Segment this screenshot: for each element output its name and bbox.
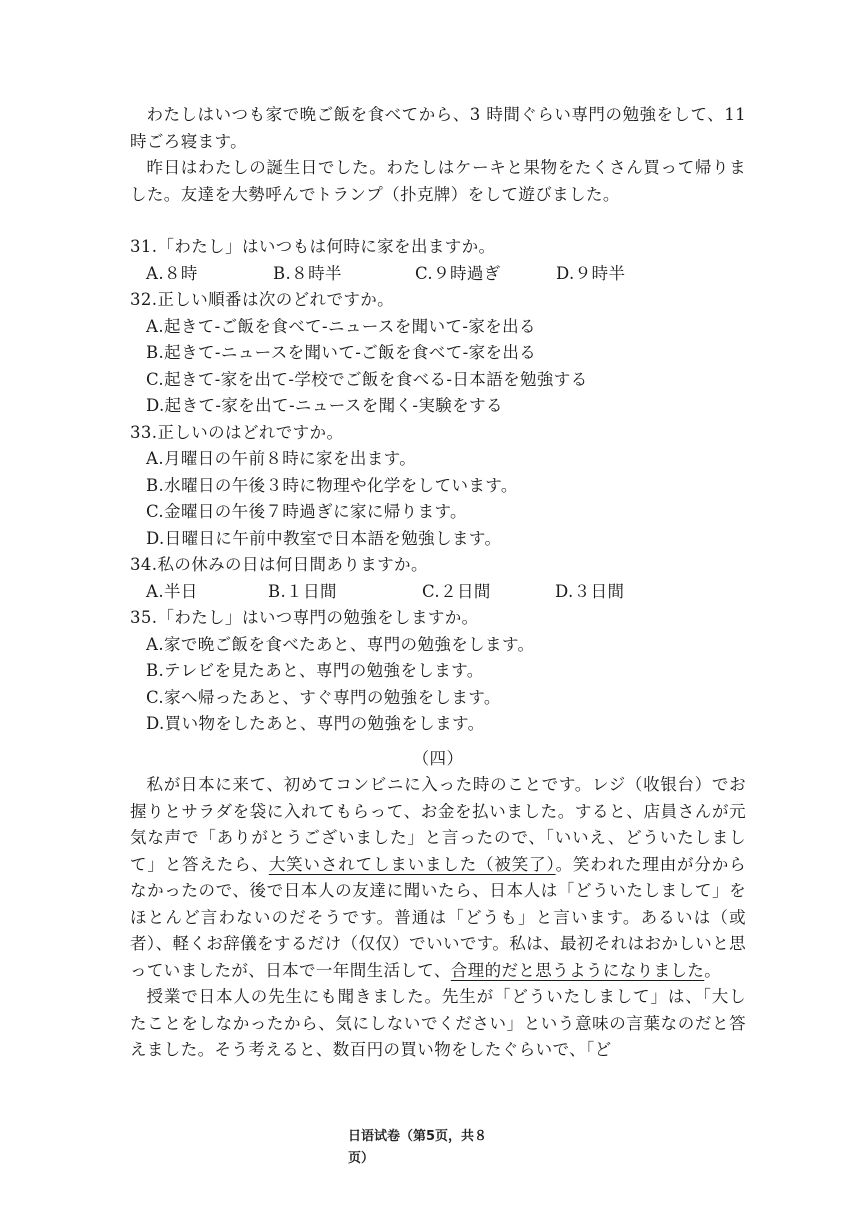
option-a[interactable]: A.家で晩ご飯を食べたあと、専門の勉強をします。 <box>146 634 535 654</box>
option-d[interactable]: D.買い物をしたあと、専門の勉強をします。 <box>146 714 485 733</box>
option-d[interactable]: D.日曜日に午前中教室で日本語を勉強します。 <box>146 528 502 548</box>
option-d[interactable]: D.３日間 <box>555 581 625 601</box>
option-row <box>130 261 746 288</box>
option-c[interactable]: C.９時過ぎ <box>415 263 501 283</box>
underlined-phrase: 合理的だと思うようになりました <box>450 960 705 980</box>
footer-line: 日语试卷（第5页，共８ <box>348 1129 488 1144</box>
section-title: （四） <box>412 748 464 768</box>
passage-paragraph: 昨日はわたしの誕生日でした。わたしはケーキと果物をたくさん買って帰りました。友達を大勢呼んでトランプ（扑克牌）をして遊びました。 <box>130 158 746 204</box>
passage-paragraph: 授業で日本人の先生にも聞きました。先生が「どういたしまして」は、「大したことをしなかったから、気にしないでください」という意味の言葉なのだと答えました。そう考えると、数百円の買い物をしたぐらいで、「ど <box>130 987 746 1059</box>
option-b[interactable]: B.１日間 <box>268 581 337 601</box>
option-b[interactable]: B.テレビを見たあと、専門の勉強をします。 <box>146 661 484 680</box>
option-a[interactable]: A.８時 <box>146 263 198 283</box>
question-32 <box>130 287 746 420</box>
question-stem: 31.「わたし」はいつもは何時に家を出ますか。 <box>130 237 496 256</box>
option-a[interactable]: A.起きて-ご飯を食べて-ニュースを聞いて-家を出る <box>146 316 536 336</box>
passage-text: 。笑われた理由が分からなかったので、後で日本人の友達に聞いたら、日本人は「どういたしまして」をほとんど言わないのだそうです。普通は「どうも」と言います。あるいは（或者）、軽くお辞儀をするだけ（仅仅）でいいです。私は、最初それはおかしいと思っていましたが、日本で一年間生活して、 <box>130 854 747 980</box>
question-31 <box>130 234 746 287</box>
question-33 <box>130 420 746 553</box>
page-footer <box>348 1126 528 1170</box>
question-35 <box>130 605 746 738</box>
passage-paragraph <box>130 772 746 984</box>
underlined-phrase: 大笑いされてしまいました（被笑了） <box>268 854 556 874</box>
question-stem: 35.「わたし」はいつ専門の勉強をしますか。 <box>130 608 479 627</box>
option-c[interactable]: C.金曜日の午後７時過ぎに家に帰ります。 <box>146 502 467 521</box>
question-stem: 34.私の休みの日は何日間ありますか。 <box>130 555 428 574</box>
option-a[interactable]: A.月曜日の午前８時に家を出ます。 <box>146 449 417 468</box>
question-stem: 32.正しい順番は次のどれですか。 <box>130 290 395 309</box>
option-b[interactable]: B.起きて-ニュースを聞いて-ご飯を食べて-家を出る <box>146 343 537 362</box>
passage-paragraph: わたしはいつも家で晩ご飯を食べてから、3 時間ぐらい専門の勉強をして、11 時ごろ寝ます。 <box>130 105 746 151</box>
option-c[interactable]: C.２日間 <box>422 581 491 601</box>
option-d[interactable]: D.９時半 <box>556 263 626 283</box>
footer-line: 页） <box>348 1151 375 1166</box>
option-c[interactable]: C.家へ帰ったあと、すぐ専門の勉強をします。 <box>146 687 501 707</box>
passage-text: 私が日本に来て、初めてコンビニに入った時のことです。レジ（收银台）でお握りとサラダを袋に入れてもらって、お金を払いました。すると、店員さんが元気な声で「ありがとうございました」と言ったので、「いいえ、どういたしまして」と答えたら、 <box>130 775 746 874</box>
question-stem: 33.正しいのはどれですか。 <box>130 422 344 442</box>
spacer <box>130 208 746 234</box>
option-c[interactable]: C.起きて-家を出て-学校でご飯を食べる-日本語を勉強する <box>146 369 588 389</box>
option-b[interactable]: B.８時半 <box>273 263 342 283</box>
page-content <box>130 102 746 1064</box>
question-34 <box>130 552 746 605</box>
option-b[interactable]: B.水曜日の午後３時に物理や化学をしています。 <box>146 475 518 495</box>
option-d[interactable]: D.起きて-家を出て-ニュースを聞く-実験をする <box>146 396 503 415</box>
option-a[interactable]: A.半日 <box>146 581 198 601</box>
option-row <box>130 579 746 606</box>
passage-text: 。 <box>704 960 722 980</box>
